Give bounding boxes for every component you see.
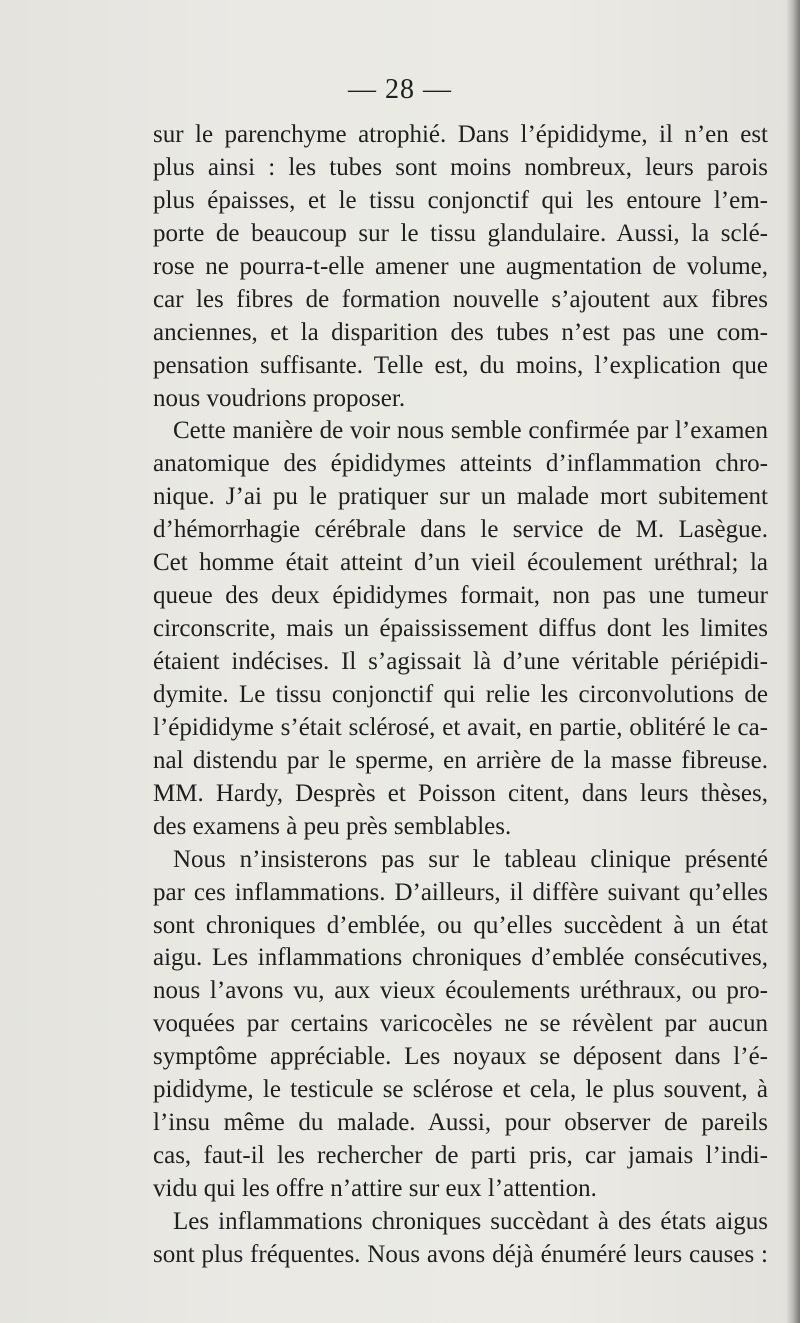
text-line: pensation suffisante. Telle est, du moins, l’explication que	[153, 351, 768, 379]
text-line: l’épididyme s’était sclérosé, et avait, en partie, oblitéré le ca-	[153, 713, 768, 741]
text-line: sont chroniques d’emblée, ou qu’elles succèdent à un état	[153, 911, 768, 939]
text-line: vidu qui les offre n’attire sur eux l’attention.	[153, 1175, 597, 1202]
text-line: Cette manière de voir nous semble confirmée par l’examen	[173, 417, 768, 445]
text-line: car les fibres de formation nouvelle s’ajoutent aux fibres	[153, 285, 768, 313]
text-line: Les inflammations chroniques succèdant à des états aigus	[173, 1207, 768, 1235]
text-line: plus ainsi : les tubes sont moins nombreux, leurs parois	[153, 153, 768, 181]
page-number: — 28 —	[348, 74, 452, 105]
text-line: des examens à peu près semblables.	[153, 812, 512, 840]
text-line: circonscrite, mais un épaississement diffus dont les limites	[153, 615, 768, 643]
text-line: voquées par certains varicocèles ne se révèlent par aucun	[153, 1010, 768, 1038]
text-line: anciennes, et la disparition des tubes n’est pas une com-	[153, 318, 768, 346]
text-line: nal distendu par le sperme, en arrière de la masse fibreuse.	[153, 746, 768, 774]
text-line: d’hémorrhagie cérébrale dans le service de M. Lasègue.	[153, 516, 768, 544]
text-line: dymite. Le tissu conjonctif qui relie les circonvolutions de	[153, 680, 768, 708]
text-line: sur le parenchyme atrophié. Dans l’épididyme, il n’en est	[153, 121, 768, 148]
text-line: rose ne pourra-t-elle amener une augmentation de volume,	[153, 252, 768, 280]
text-line: porte de beaucoup sur le tissu glandulaire. Aussi, la sclé-	[153, 219, 768, 247]
text-line: queue des deux épididymes formait, non pas une tumeur	[153, 582, 768, 610]
text-line: Nous n’insisterons pas sur le tableau clinique présenté	[173, 845, 768, 873]
text-line: nous voudrions proposer.	[153, 384, 406, 412]
text-line: aigu. Les inflammations chroniques d’emblée consécutives,	[153, 944, 768, 972]
text-line: sont plus fréquentes. Nous avons déjà énuméré leurs causes :	[153, 1240, 768, 1268]
text-line: pididyme, le testicule se sclérose et cela, le plus souvent, à	[153, 1076, 768, 1104]
text-line: étaient indécises. Il s’agissait là d’une véritable périépidi-	[153, 648, 768, 675]
text-line: l’insu même du malade. Aussi, pour observer de pareils	[153, 1109, 768, 1137]
text-line: MM. Hardy, Desprès et Poisson citent, dans leurs thèses,	[153, 779, 768, 807]
text-line: nique. J’ai pu le pratiquer sur un malade mort subitement	[153, 483, 768, 511]
page-binding-shadow	[786, 0, 800, 1323]
body-text	[153, 119, 768, 1272]
text-line: par ces inflammations. D’ailleurs, il diffère suivant qu’elles	[153, 878, 768, 906]
text-line: symptôme appréciable. Les noyaux se déposent dans l’é-	[153, 1043, 768, 1071]
text-line: Cet homme était atteint d’un vieil écoulement uréthral; la	[153, 549, 768, 577]
text-line: plus épaisses, et le tissu conjonctif qui les entoure l’em-	[153, 186, 768, 214]
text-line: nous l’avons vu, aux vieux écoulements uréthraux, ou pro-	[153, 977, 768, 1005]
text-line: cas, faut-il les rechercher de parti pris, car jamais l’indi-	[153, 1142, 768, 1170]
text-line: anatomique des épididymes atteints d’inflammation chro-	[153, 450, 768, 478]
